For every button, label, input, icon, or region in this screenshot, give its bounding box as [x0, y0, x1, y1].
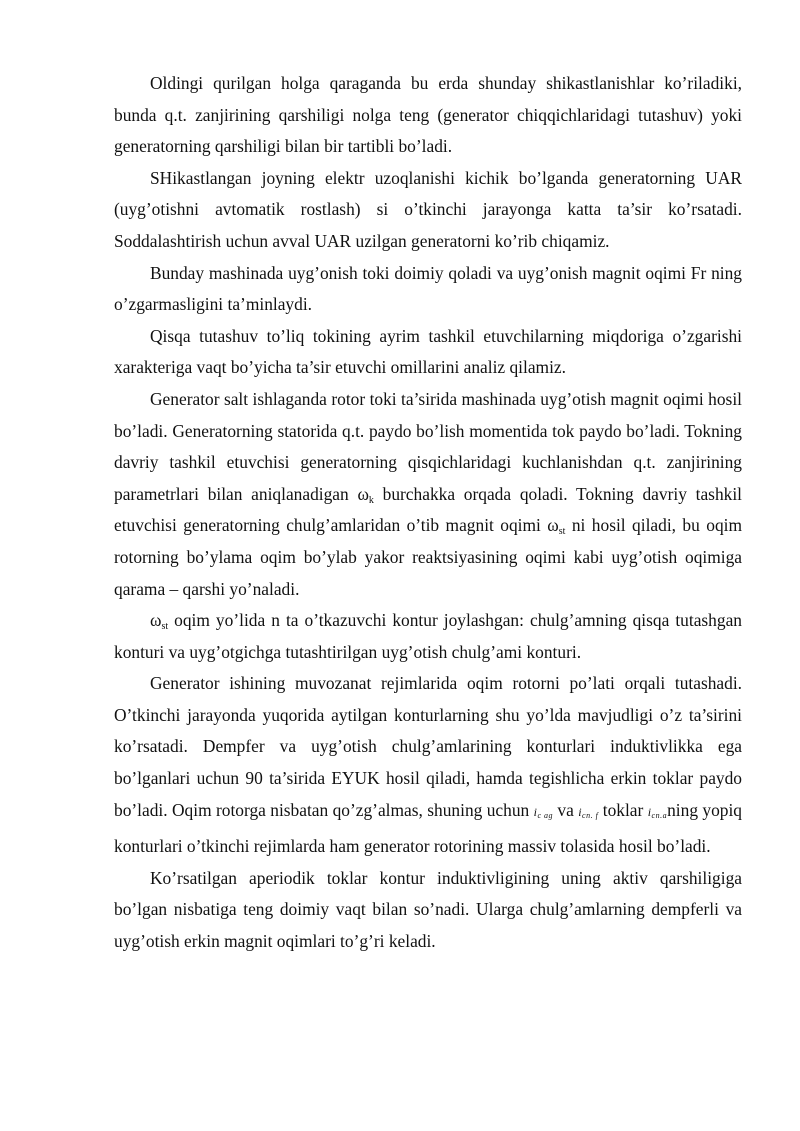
subscript-k: k [368, 494, 374, 506]
omega-symbol: ω [150, 610, 162, 631]
paragraph-6-text: oqim yo’lida n ta o’tkazuvchi kontur joylashgan: chulg’amning qisqa tutashgan konturi va uyg’otgichga tutashtirilgan uyg’otish chulg’ami konturi. [114, 610, 742, 662]
current-variable-3: icn.a [647, 804, 668, 820]
subscript-st-2: st [161, 621, 169, 633]
current-variable-1: ic ag [533, 804, 554, 820]
paragraph-7 [114, 668, 742, 863]
paragraph-6 [114, 605, 742, 668]
subscript-st: st [558, 526, 566, 538]
paragraph-3: Bunday mashinada uyg’onish toki doimiy qoladi va uyg’onish magnit oqimi Fr ning o’zgarmasligini ta’minlaydi. [114, 262, 742, 315]
current-variable-2: icn. f [578, 804, 599, 820]
paragraph-5 [114, 384, 742, 605]
paragraph-5-text-a: Generator salt ishlaganda rotor toki ta’sirida mashinada uyg’otish magnit oqimi hosil bo’ladi. Generatorning statorida q.t. paydo bo’lish momentida tok paydo bo’ladi. Tokning davriy tashkil etuvchisi generatorning qisqichlaridagi kuchlanishdan q.t. zanjirining parametrlari bilan aniqlanadigan ω [114, 388, 742, 504]
paragraph-5-text-c: ni hosil qiladi, bu oqim rotorning bo’ylama oqim bo’ylab yakor reaktsiyasining oqimi kabi uyg’otish oqimiga qarama – qarshi yo’naladi. [114, 515, 742, 599]
paragraph-7-text-a: Generator ishining muvozanat rejimlarida oqim rotorni po’lati orqali tutashadi. O’tkinchi jarayonda yuqorida aytilgan konturlarning shu yo’lda mavjudligi o’z ta’sirini ko’rsatadi. Dempfer va uyg’otish chulg’amlarining konturlari induktivlikka ega bo’lganlari uchun 90 ta’sirida EYUK hosil qiladi, hamda tegishlicha erkin toklar paydo bo’ladi. Oqim rotorga nisbatan qo’zg’almas, shuning uchun [114, 673, 742, 820]
paragraph-7-text-d: ning yopiq konturlari o’tkinchi rejimlarda ham generator rotorining massiv tolasida hosil bo’ladi. [114, 799, 742, 857]
paragraph-8: Ko’rsatilgan aperiodik toklar kontur induktivligining uning aktiv qarshiligiga bo’lgan nisbatiga teng doimiy vaqt bilan so’nadi. Ularga chulg’amlarning dempferli va uyg’otish erkin magnit oqimlari to’g’ri keladi. [114, 867, 742, 952]
paragraph-1: Oldingi qurilgan holga qaraganda bu erda shunday shikastlanishlar ko’riladiki, bunda q.t. zanjirining qarshiligi nolga teng (generator chiqqichlaridagi tutashuv) yoki generatorning qarshiligi bilan bir tartibli bo’ladi. [114, 73, 742, 157]
paragraph-5-text-b: burchakka orqada qoladi. Tokning davriy tashkil etuvchisi generatorning chulg’amlaridan o’tib magnit oqimi ω [114, 483, 742, 536]
paragraph-7-text-b: va [553, 799, 579, 820]
paragraph-4: Qisqa tutashuv to’liq tokining ayrim tashkil etuvchilarning miqdoriga o’zgarishi xarakteriga vaqt bo’yicha ta’sir etuvchi omillarini analiz qilamiz. [114, 325, 742, 378]
paragraph-7-text-c: toklar [598, 799, 648, 820]
paragraph-2: SHikastlangan joyning elektr uzoqlanishi kichik bo’lganda generatorning UAR (uyg’otishni avtomatik rostlash) si o’tkinchi jarayonga katta ta’sir ko’rsatadi. Soddalashtirish uchun avval UAR uzilgan generatorni ko’rib chiqamiz. [114, 167, 742, 251]
